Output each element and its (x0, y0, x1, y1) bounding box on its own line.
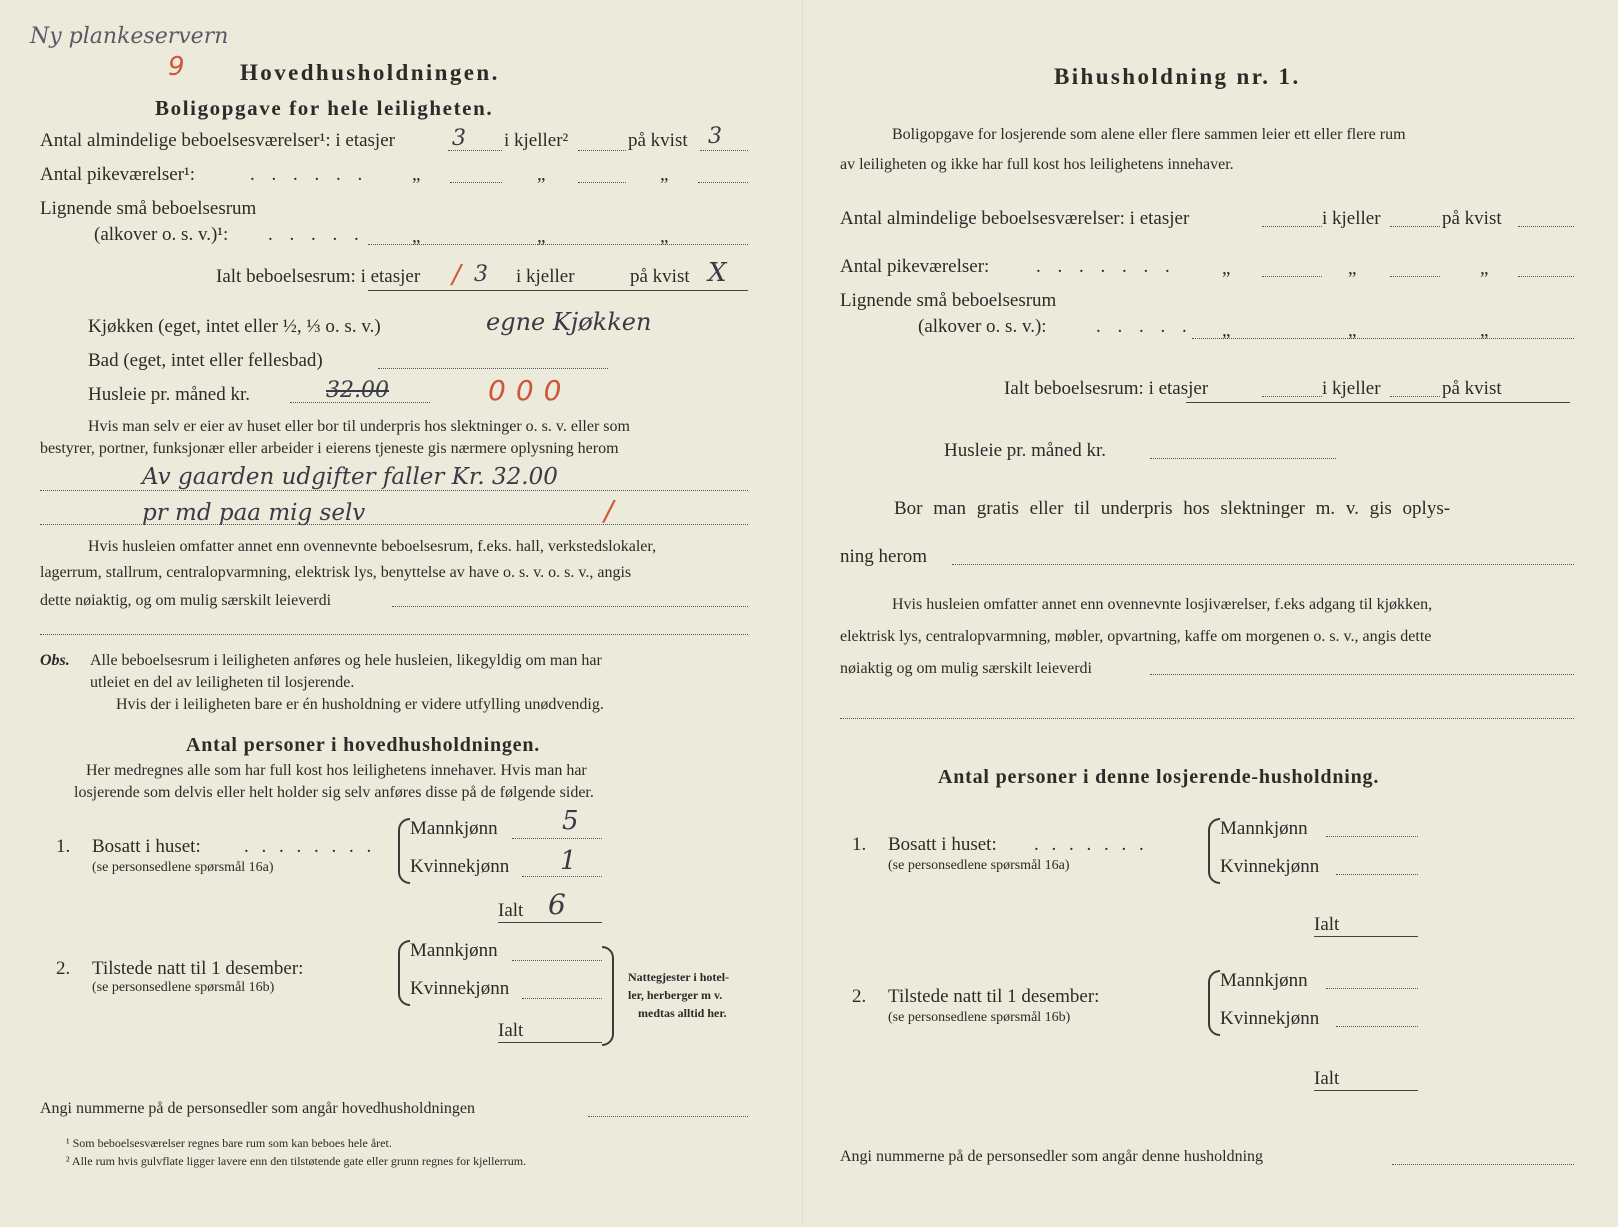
right-q1-kvinne-label: Kvinnekjønn (1220, 856, 1320, 877)
page-fold (802, 0, 804, 1227)
right-q2-mann-label: Mannkjønn (1220, 970, 1308, 991)
right-intro-a: Boligopgave for losjerende som alene eller flere sammen leier ett eller flere rum (892, 126, 1406, 143)
right-q1-mann-line[interactable] (1326, 836, 1418, 837)
left-row2-ditto-3: „ (660, 164, 669, 185)
right-row4-etasjer-line[interactable] (1262, 396, 1322, 397)
left-q2-number: 2. (56, 958, 71, 979)
left-row3-line[interactable] (368, 244, 748, 245)
right-row3-line[interactable] (1192, 338, 1574, 339)
obs-text-b: Alle beboelsesrum i leiligheten anføres og hele husleien, likegyldig om man har (90, 652, 602, 669)
left-row4-label: Ialt beboelsesrum: i etasjer (216, 266, 421, 287)
left-row3-label-b: (alkover o. s. v.)¹: (94, 224, 229, 245)
right-gratis-b: ning herom (840, 546, 928, 567)
right-row3-ditto-3: „ (1480, 320, 1489, 341)
left-q2-kvinne-label: Kvinnekjønn (410, 978, 510, 999)
right-row2-ditto-1: „ (1222, 258, 1231, 279)
left-row3-dots: . . . . . (268, 224, 365, 245)
owner-line-b (40, 524, 748, 525)
left-row2-line-2[interactable] (578, 182, 626, 183)
right-q2-brace (1208, 970, 1220, 1036)
right-row3-dots: . . . . . (1096, 316, 1193, 337)
right-row2-ditto-3: „ (1480, 258, 1489, 279)
left-row3-ditto-3: „ (660, 226, 669, 247)
right-row4-underline (1186, 402, 1570, 403)
right-extra-c: nøiaktig og om mulig særskilt leieverdi (840, 660, 1092, 677)
left-row1-kvist-value[interactable]: 3 (708, 124, 722, 149)
right-row2-line-2[interactable] (1390, 276, 1440, 277)
left-q1-ialt-value[interactable]: 6 (548, 888, 566, 921)
right-q1-number: 1. (852, 834, 867, 855)
left-angi-text: Angi nummerne på de personsedler som angår hovedhusholdningen (40, 1100, 476, 1117)
right-q2-sub: (se personsedlene spørsmål 16b) (888, 1010, 1071, 1025)
left-q1-mann-label: Mannkjønn (410, 818, 498, 839)
left-row4-kvist-label: på kvist (630, 266, 690, 287)
left-q2-note-b: ler, herberger m v. (628, 988, 723, 1002)
right-q2-mann-line[interactable] (1326, 988, 1418, 989)
left-q1-number: 1. (56, 836, 71, 857)
footnote-2: ² Alle rum hvis gulvflate ligger lavere enn den tilstøtende gate eller grunn regnes for kjellerrum. (66, 1154, 527, 1168)
left-row3-ditto-1: „ (412, 226, 421, 247)
right-q1-sub: (se personsedlene spørsmål 16a) (888, 858, 1070, 873)
right-persons-title: Antal personer i denne losjerende-husholdning. (938, 766, 1380, 788)
left-q2-ialt-line[interactable] (498, 1042, 602, 1043)
right-angi-text: Angi nummerne på de personsedler som angår denne husholdning (840, 1148, 1264, 1165)
right-q1-mann-label: Mannkjønn (1220, 818, 1308, 839)
left-row3-ditto-2: „ (537, 226, 546, 247)
right-rent-line[interactable] (1150, 458, 1336, 459)
obs-text-c: utleiet en del av leiligheten til losjerende. (90, 674, 355, 691)
right-q2-ialt-line[interactable] (1314, 1090, 1418, 1091)
left-q1-ialt-label: Ialt (498, 900, 524, 921)
left-row3-label-a: Lignende små beboelsesrum (40, 198, 257, 219)
left-q2-mann-label: Mannkjønn (410, 940, 498, 961)
right-q1-ialt-line[interactable] (1314, 936, 1418, 937)
left-q1-kvinne-value[interactable]: 1 (560, 846, 577, 876)
left-q2-kvinne-line[interactable] (522, 998, 602, 999)
right-row3-label-b: (alkover o. s. v.): (918, 316, 1047, 337)
right-row2-dots: . . . . . . . (1036, 256, 1176, 277)
right-q1-dots: . . . . . . . (1034, 834, 1148, 855)
left-persons-text-a: Her medregnes alle som har full kost hos leilighetens innehaver. Hvis man har (86, 762, 587, 779)
left-row2-ditto-1: „ (412, 164, 421, 185)
left-row1-kvist-line (700, 150, 748, 151)
left-row1-label: Antal almindelige beboelsesværelser¹: i etasjer (40, 130, 395, 151)
owner-handwritten-b[interactable]: pr md paa mig selv (142, 500, 366, 526)
right-intro-b: av leiligheten og ikke har full kost hos leilighetens innehaver. (840, 156, 1234, 173)
left-persons-text-b: losjerende som delvis eller helt holder sig selv anføres disse på de følgende sider. (74, 784, 594, 801)
right-gratis-a: Bor man gratis eller til underpris hos slektninger m. v. gis oplys- (894, 498, 1451, 519)
right-row2-ditto-2: „ (1348, 258, 1357, 279)
left-row2-ditto-2: „ (537, 164, 546, 185)
left-angi-line[interactable] (588, 1116, 748, 1117)
rent-label: Husleie pr. måned kr. (88, 384, 250, 405)
left-q1-kvinne-line (522, 876, 602, 877)
right-row4-kvist-label: på kvist (1442, 378, 1502, 399)
owner-handwritten-a[interactable]: Av gaarden udgifter faller Kr. 32.00 (142, 464, 558, 490)
left-q2-label: Tilstede natt til 1 desember: (92, 958, 304, 979)
right-row1-kjeller-line[interactable] (1390, 226, 1440, 227)
rent-value[interactable]: 32.00 (326, 378, 389, 403)
left-row1-etasjer-value[interactable]: 3 (452, 126, 466, 151)
left-q2-note-a: Nattegjester i hotel- (628, 970, 730, 984)
owner-text-b: bestyrer, portner, funksjonær eller arbeider i eierens tjeneste gis nærmere oplysning herom (40, 440, 619, 457)
right-q2-kvinne-line[interactable] (1336, 1026, 1418, 1027)
left-q1-ialt-line (498, 922, 602, 923)
right-angi-line[interactable] (1392, 1164, 1574, 1165)
right-row3-label-a: Lignende små beboelsesrum (840, 290, 1057, 311)
owner-red-mark: / (604, 494, 614, 527)
left-q1-sub: (se personsedlene spørsmål 16a) (92, 860, 274, 875)
left-row2-label: Antal pikeværelser¹: (40, 164, 196, 185)
left-extra-a: Hvis husleien omfatter annet enn ovennevnte beboelsesrum, f.eks. hall, verkstedslokaler, (88, 538, 657, 555)
obs-label: Obs. (40, 652, 70, 669)
left-extra-line-1[interactable] (392, 606, 748, 607)
right-row1-kvist-label: på kvist (1442, 208, 1502, 229)
left-row2-dots: . . . . . . (250, 164, 369, 185)
right-row1-kvist-line[interactable] (1518, 226, 1574, 227)
right-q1-ialt-label: Ialt (1314, 914, 1340, 935)
right-row4-label: Ialt beboelsesrum: i etasjer (1004, 378, 1209, 399)
owner-text-a: Hvis man selv er eier av huset eller bor til underpris hos slektninger o. s. v. eller som (88, 418, 630, 435)
rent-red-value: 000 (488, 374, 572, 407)
right-q2-label: Tilstede natt til 1 desember: (888, 986, 1100, 1007)
left-row4-red-mark: / (452, 260, 461, 290)
left-q2-right-brace (602, 946, 614, 1046)
kitchen-value[interactable]: egne Kjøkken (486, 308, 652, 336)
right-extra-line-1[interactable] (1150, 674, 1574, 675)
right-row1-label: Antal almindelige beboelsesværelser: i etasjer (840, 208, 1190, 229)
right-q2-ialt-label: Ialt (1314, 1068, 1340, 1089)
left-q2-ialt-label: Ialt (498, 1020, 524, 1041)
left-q1-dots: . . . . . . . . (244, 836, 376, 857)
left-q2-note-c: medtas alltid her. (638, 1006, 727, 1020)
left-persons-title: Antal personer i hovedhusholdningen. (186, 734, 541, 756)
left-row4-etasjer-value[interactable]: 3 (474, 262, 488, 287)
obs-text-d: Hvis der i leiligheten bare er én husholdning er videre utfylling unødvendig. (116, 696, 604, 713)
right-extra-b: elektrisk lys, centralopvarmning, møbler, opvartning, kaffe om morgenen o. s. v., angis dette (840, 628, 1432, 645)
left-extra-b: lagerrum, stallrum, centralopvarmning, elektrisk lys, benyttelse av have o. s. v. o. s. v., angis (40, 564, 632, 581)
right-row3-ditto-2: „ (1348, 320, 1357, 341)
right-extra-line-2[interactable] (840, 718, 1574, 719)
footnote-1: ¹ Som beboelsesværelser regnes bare rum som kan beboes hele året. (66, 1136, 392, 1150)
left-subtitle: Boligopgave for hele leiligheten. (155, 96, 494, 120)
right-q2-kvinne-label: Kvinnekjønn (1220, 1008, 1320, 1029)
right-row4-kjeller-label: i kjeller (1322, 378, 1381, 399)
right-row1-kjeller-label: i kjeller (1322, 208, 1381, 229)
left-q2-brace (398, 940, 410, 1006)
left-q1-label: Bosatt i huset: (92, 836, 201, 857)
right-extra-a: Hvis husleien omfatter annet enn ovennevnte losjiværelser, f.eks adgang til kjøkken, (892, 596, 1433, 613)
bath-label: Bad (eget, intet eller fellesbad) (88, 350, 323, 371)
right-q2-number: 2. (852, 986, 867, 1007)
right-row2-line-3[interactable] (1518, 276, 1574, 277)
kitchen-label: Kjøkken (eget, intet eller ½, ⅓ o. s. v.) (88, 316, 381, 337)
corner-red-number: 9 (168, 52, 185, 82)
left-row4-kvist-value[interactable]: X (708, 258, 727, 288)
right-row2-label: Antal pikeværelser: (840, 256, 990, 277)
left-q1-mann-line (512, 838, 602, 839)
bath-line[interactable] (378, 368, 608, 369)
left-title: Hovedhusholdningen. (240, 60, 500, 85)
right-row3-ditto-1: „ (1222, 320, 1231, 341)
left-row1-kjeller-line[interactable] (578, 150, 626, 151)
right-gratis-line[interactable] (952, 564, 1574, 565)
left-row4-underline (368, 290, 748, 291)
right-row1-etasjer-line[interactable] (1262, 226, 1322, 227)
right-row4-kjeller-line[interactable] (1390, 396, 1440, 397)
right-q1-brace (1208, 818, 1220, 884)
left-q1-brace (398, 818, 410, 884)
left-q2-mann-line[interactable] (512, 960, 602, 961)
left-row2-line-1[interactable] (450, 182, 502, 183)
right-q1-kvinne-line[interactable] (1336, 874, 1418, 875)
left-row2-line-3[interactable] (698, 182, 748, 183)
right-q1-label: Bosatt i huset: (888, 834, 997, 855)
left-row1-kjeller-label: i kjeller² (504, 130, 569, 151)
left-q1-mann-value[interactable]: 5 (562, 806, 579, 836)
left-q2-sub: (se personsedlene spørsmål 16b) (92, 980, 275, 995)
owner-line-a (40, 490, 748, 491)
left-extra-line-2[interactable] (40, 634, 748, 635)
left-row4-kjeller-label: i kjeller (516, 266, 575, 287)
left-extra-c: dette nøiaktig, og om mulig særskilt leieverdi (40, 592, 332, 609)
corner-handwritten-note: Ny plankeservern (30, 24, 229, 49)
right-title: Bihusholdning nr. 1. (1054, 64, 1301, 89)
right-rent-label: Husleie pr. måned kr. (944, 440, 1106, 461)
left-row1-kvist-label: på kvist (628, 130, 688, 151)
left-q1-kvinne-label: Kvinnekjønn (410, 856, 510, 877)
right-row2-line-1[interactable] (1262, 276, 1322, 277)
